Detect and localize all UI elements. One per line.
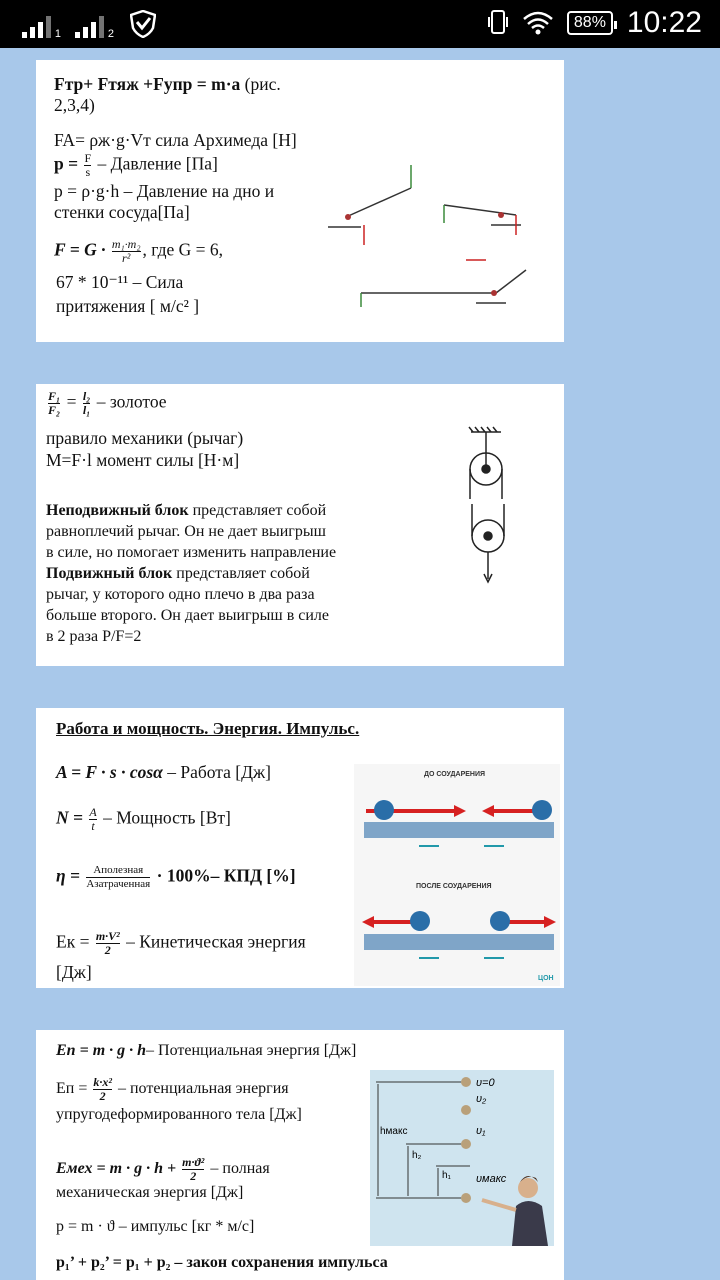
vibrate-icon: [487, 9, 509, 37]
fixed-pulley-line2: равноплечий рычаг. Он не дает выигрыш: [46, 523, 326, 540]
pressure-formula: [54, 152, 218, 179]
fig-hmax: hмакс: [380, 1126, 408, 1137]
pot-rhs: – Потенциальная энергия [Дж]: [146, 1042, 357, 1059]
pulley-diagram-figure: [446, 424, 546, 594]
gravitation-line3: притяжения [ м/с² ]: [56, 296, 200, 316]
frac-num: m·ϑ²: [182, 1155, 205, 1169]
frac-den: s: [85, 165, 91, 179]
hydrostatic-line2: стенки сосуда[Па]: [54, 202, 190, 222]
frac-num: Aполезная: [86, 864, 150, 878]
lever-diagrams-figure: [316, 155, 564, 325]
power-rhs: – Мощность [Вт]: [103, 807, 231, 828]
elastic-formula: [56, 1076, 289, 1103]
moving-pulley-line4: в 2 раза P/F=2: [46, 628, 142, 645]
moment-formula: M=F·l момент силы [Н·м]: [46, 450, 240, 470]
eff-rhs: · 100%– КПД [%]: [156, 865, 296, 886]
arm-ratio: [83, 390, 91, 417]
kin-fraction: [96, 930, 120, 957]
frac-den: l₁: [82, 403, 91, 417]
frac-den: F₂: [48, 403, 61, 417]
elast-lhs: Eп =: [56, 1080, 88, 1098]
frac-den: r²: [122, 251, 131, 265]
status-right: [487, 6, 702, 40]
signal-sim2-label: 2: [107, 28, 114, 40]
eq-ref-line2: 2,3,4): [54, 95, 95, 115]
archimedes-formula: FA= ρж·g·Vт сила Архимеда [Н]: [54, 130, 297, 150]
work-lhs: A = F · s · cosα: [56, 762, 163, 782]
power-lhs: N =: [56, 807, 83, 828]
moving-pulley-line2: рычаг, у которого одно плечо в два раза: [46, 586, 315, 603]
energy-ball-figure: [370, 1070, 554, 1246]
frac-den: Aзатраченная: [86, 878, 151, 890]
fig-after-label: ПОСЛЕ СОУДАРЕНИЯ: [416, 883, 492, 890]
frac-den: t: [91, 819, 95, 833]
clock: 10:22: [626, 6, 702, 39]
gravitation-line2: 67 * 10⁻¹¹ – Сила: [56, 272, 184, 292]
grav-fraction: [112, 238, 141, 265]
fig-vmax: υмакс: [476, 1173, 507, 1185]
signal-icon: [75, 14, 114, 40]
mechanical-formula: [56, 1156, 270, 1183]
eff-fraction: [86, 864, 150, 891]
frac-den: 2: [104, 943, 111, 957]
work-rhs: – Работа [Дж]: [167, 762, 271, 782]
lever-rule-line: правило механики (рычаг): [46, 428, 244, 448]
elast-fraction: [93, 1076, 112, 1103]
moving-pulley-line3: больше второго. Он дает выигрыш в силе: [46, 607, 329, 624]
fig-h1: h₁: [442, 1170, 451, 1181]
moving-pulley-term: Подвижный блок: [46, 565, 173, 582]
elastic-line2: упругодеформированного тела [Дж]: [56, 1106, 302, 1123]
force-ratio: [48, 390, 60, 417]
wifi-icon: [523, 11, 553, 35]
grav-rhs: , где G = 6,: [142, 239, 224, 260]
formula-card-forces: [36, 60, 564, 342]
collision-figure: [354, 764, 560, 986]
newton-second-law: [54, 74, 281, 95]
pressure-rhs: – Давление [Па]: [97, 153, 218, 174]
frac-den: 2: [99, 1089, 106, 1103]
signal-sim1-label: 1: [54, 28, 61, 40]
battery-indicator: 88%: [567, 11, 613, 35]
grav-lhs: F = G ·: [54, 239, 106, 260]
hydrostatic-line1: p = ρ·g·h – Давление на дно и: [54, 181, 275, 201]
power-fraction: [89, 806, 96, 833]
frac-den: 2: [190, 1169, 197, 1183]
fig-h2: h₂: [412, 1150, 422, 1161]
momentum-formula: p = m · ϑ – импульс [кг * м/с]: [56, 1218, 255, 1235]
status-left: [22, 10, 156, 38]
frac-num: m·V²: [95, 929, 120, 943]
fixed-pulley-line1: [46, 500, 326, 521]
frac-num: F: [84, 151, 92, 165]
work-formula: [56, 762, 271, 783]
mechanical-line2: механическая энергия [Дж]: [56, 1184, 244, 1201]
golden-rule-label: – золотое: [96, 391, 167, 412]
mech-lhs: Eмех = m · g · h +: [56, 1160, 177, 1178]
kinetic-formula: [56, 930, 306, 957]
frac-num: F₁: [48, 389, 61, 403]
frac-num: l₂: [82, 389, 91, 403]
frac-num: A: [89, 805, 97, 819]
moving-pulley-line1: [46, 563, 310, 584]
eq-text: Fтр+ Fтяж +Fупр = m·a: [54, 74, 241, 94]
fig-v0: υ=0: [476, 1077, 495, 1089]
frac-num: k·x²: [93, 1075, 112, 1089]
power-formula: [56, 806, 231, 833]
efficiency-formula: [56, 864, 296, 891]
pressure-fraction: [84, 152, 91, 179]
fig-brand: ЦОН: [538, 975, 554, 982]
momentum-conservation: p₁’ + p₂’ = p₁ + p₂ – закон сохранения импульса: [56, 1254, 388, 1271]
formula-card-work-energy: [36, 708, 564, 988]
signal-icon: [22, 14, 61, 40]
fixed-pulley-line3: в силе, но помогает изменить направление: [46, 544, 337, 561]
moving-pulley-rest: представляет собой: [172, 565, 310, 582]
formula-card-lever: [36, 384, 564, 666]
fig-v1: υ₁: [476, 1125, 486, 1137]
formula-card-potential-energy: [36, 1030, 564, 1280]
potential-formula: [56, 1040, 356, 1061]
mech-fraction: [182, 1156, 204, 1183]
frac-num: m₁·m₂: [111, 237, 141, 251]
eff-lhs: η =: [56, 865, 80, 886]
pot-lhs: Eп = m · g · h: [56, 1042, 147, 1059]
mech-rhs: – полная: [210, 1160, 270, 1178]
section-title: Работа и мощность. Энергия. Импульс.: [56, 719, 360, 738]
fig-v2: υ₂: [476, 1093, 487, 1105]
kinetic-unit: [Дж]: [56, 962, 92, 982]
shield-icon: [130, 10, 156, 38]
fixed-pulley-term: Неподвижный блок: [46, 502, 189, 519]
eq-ref: (рис.: [244, 74, 281, 94]
fig-before-label: ДО СОУДАРЕНИЯ: [424, 771, 486, 778]
pressure-lhs: p =: [54, 153, 79, 174]
status-bar: [0, 0, 720, 48]
golden-rule-formula: $\frac{\text{F₁}}{\text{F₂}}$ = $\frac{\text{l₂}}{\text{l₁}}$ – золотое: [48, 389, 167, 417]
elast-rhs: – потенциальная энергия: [117, 1080, 289, 1098]
gravitation-formula: [54, 238, 223, 265]
kin-rhs: – Кинетическая энергия: [126, 931, 306, 952]
kin-lhs: Eк =: [56, 931, 90, 952]
fixed-pulley-rest: представляет собой: [188, 502, 327, 519]
